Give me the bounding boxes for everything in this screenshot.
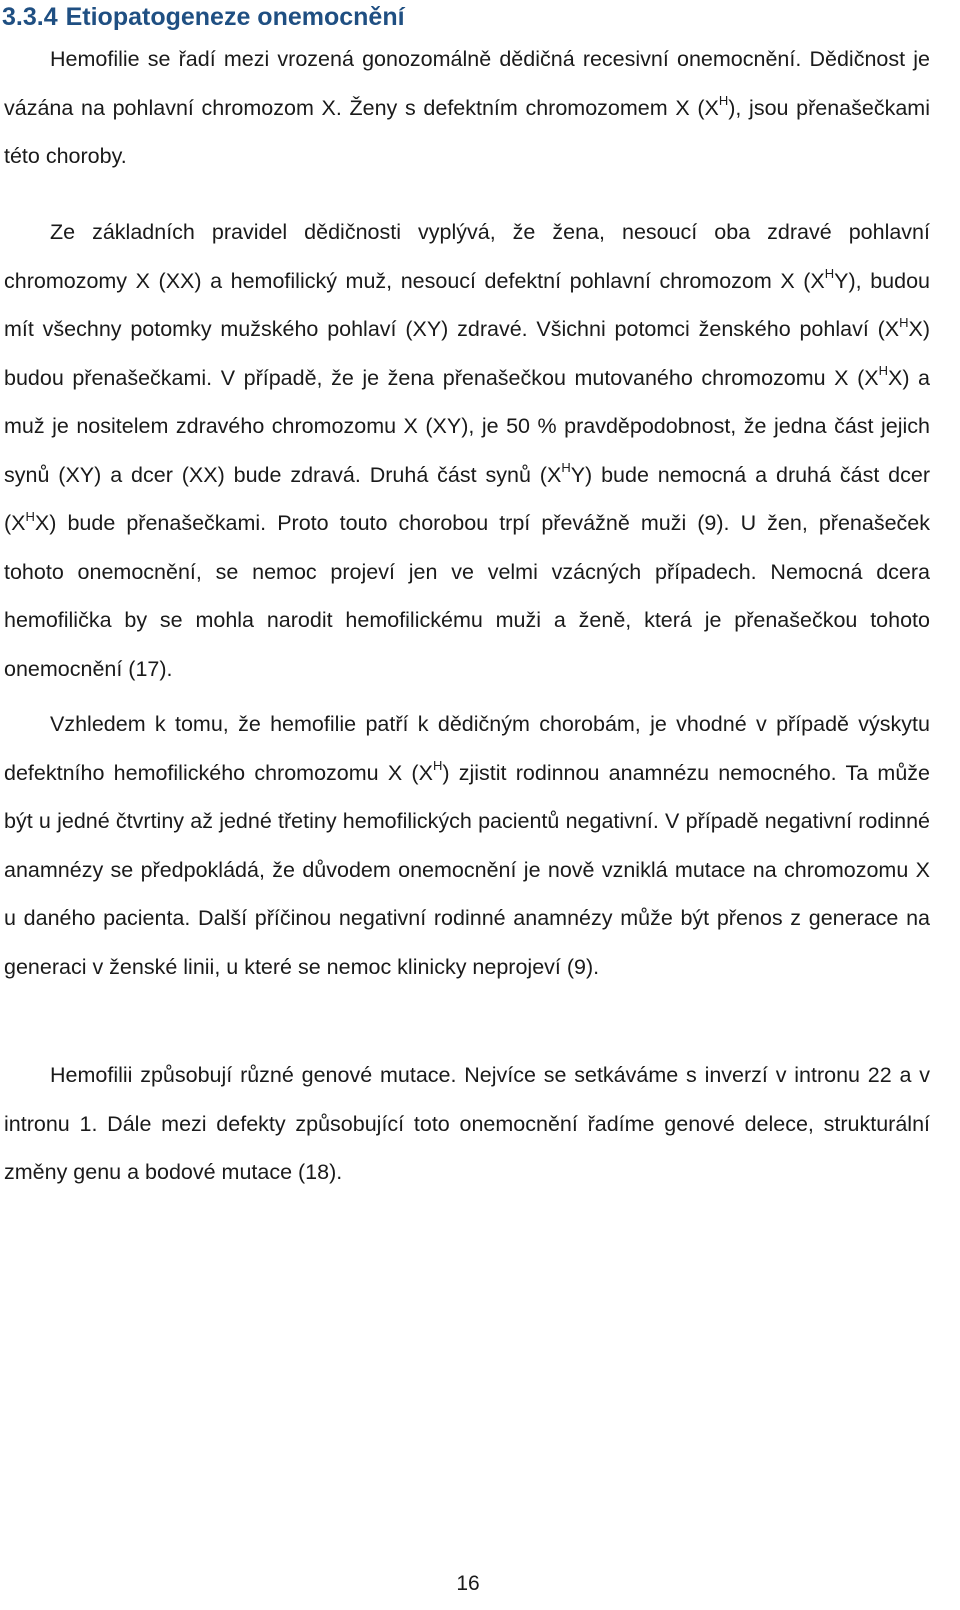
- text-run: Y) bude nemocná a druhá část dcer (X: [4, 462, 930, 535]
- section-title: Etiopatogeneze onemocnění: [65, 3, 405, 31]
- text-run: Y), budou mít všechny potomky mužského pohlaví (XY) zdravé. Všichni potomci ženského pohlaví (X: [4, 268, 931, 341]
- text-run: Hemofilii způsobují různé genové mutace. Nejvíce se setkáváme s inverzí v intronu 22 a v intronu 1. Dále mezi defekty způsobující toto onemocnění řadíme genové delece, strukturální změny genu a bodové mutace (18).: [4, 1063, 930, 1184]
- text-run: ), jsou přenašečkami této choroby.: [4, 95, 930, 168]
- superscript: H: [878, 363, 888, 379]
- superscript: H: [718, 93, 729, 109]
- paragraph-gene-mutations: [4, 1051, 930, 1197]
- page-number: 16: [456, 1572, 480, 1595]
- superscript: H: [561, 460, 571, 476]
- superscript: H: [25, 508, 35, 524]
- text-run: Ze základních pravidel dědičnosti vyplývá, že žena, nesoucí oba zdravé pohlavní chromozomy X (XX) a hemofilický muž, nesoucí defektní pohlavní chromozom X (X: [4, 220, 930, 293]
- paragraph-family-history: [4, 700, 930, 991]
- paragraph-inheritance-rules: [4, 208, 930, 693]
- superscript: H: [432, 758, 443, 774]
- text-run: X) bude přenašečkami. Proto touto chorobou trpí převážně muži (9). U žen, přenašeček tohoto onemocnění, se nemoc projeví jen ve velmi vzácných případech. Nemocná dcera hemofilička by se mohla narodit hemofilickému muži a ženě, která je přenašečkou tohoto onemocnění (17).: [4, 511, 930, 681]
- text-run: X) a muž je nositelem zdravého chromozomu X (XY), je 50 % pravděpodobnost, že jedna část jejich synů (XY) a dcer (XX) bude zdravá. Druhá část synů (X: [4, 365, 930, 487]
- text-run: Vzhledem k tomu, že hemofilie patří k dědičným chorobám, je vhodné v případě výskytu defektního hemofilického chromozomu X (X: [4, 712, 930, 785]
- paragraph-inheritance-intro: [4, 35, 930, 181]
- section-number: 3.3.4: [2, 3, 58, 31]
- text-run: Hemofilie se řadí mezi vrozená gonozomálně dědičná recesivní onemocnění. Dědičnost je vázána na pohlavní chromozom X. Ženy s defektním chromozomem X (X: [4, 47, 930, 120]
- superscript: H: [824, 266, 835, 282]
- text-run: ) zjistit rodinnou anamnézu nemocného. Ta může být u jedné čtvrtiny až jedné třetiny hemofilických pacientů negativní. V případě negativní rodinné anamnézy se předpokládá, že důvodem onemocnění je nově vzniklá mutace na chromozomu X u daného pacienta. Další příčinou negativní rodinné anamnézy může být přenos z generace na generaci v ženské linii, u které se nemoc klinicky neprojeví (9).: [4, 760, 930, 979]
- text-run: X) budou přenašečkami. V případě, že je žena přenašečkou mutovaného chromozomu X (X: [4, 317, 930, 390]
- section-heading: [2, 2, 405, 32]
- superscript: H: [899, 314, 909, 330]
